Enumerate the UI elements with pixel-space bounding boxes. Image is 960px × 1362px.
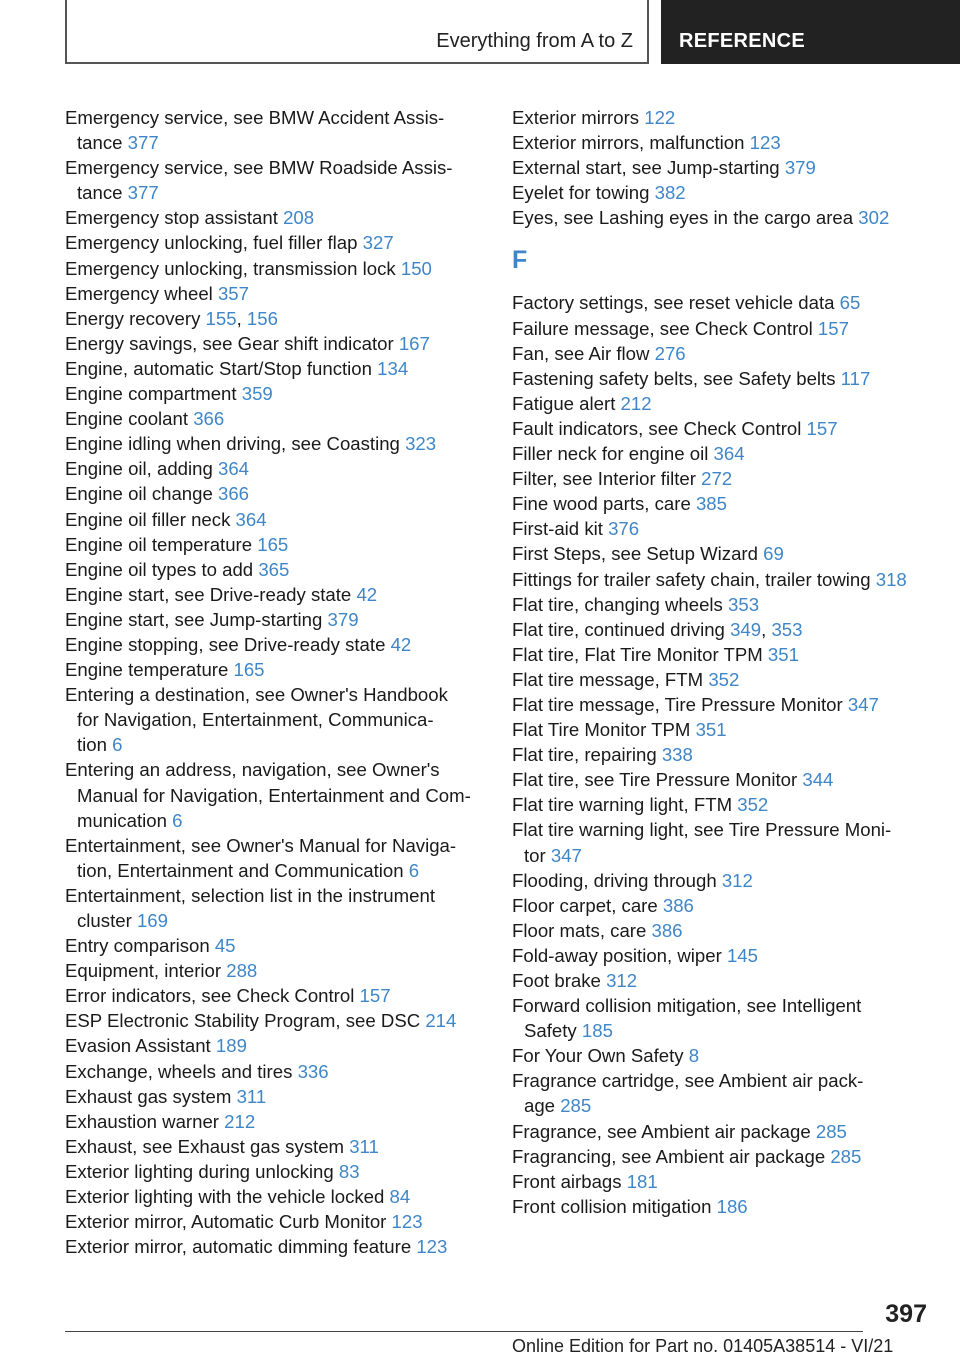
index-entry-text: Exterior lighting during unlocking <box>65 1160 339 1182</box>
page-reference-link[interactable]: 352 <box>708 668 740 690</box>
page-reference-link[interactable]: 344 <box>802 769 834 791</box>
index-entry-text: Flat tire message, Tire Pressure Monitor <box>512 693 848 715</box>
index-entry-text: Engine start, see Drive-ready state <box>65 583 357 605</box>
page-reference-link[interactable]: 311 <box>236 1085 267 1107</box>
index-group-e-continued <box>512 105 932 230</box>
index-entry-text: Engine compartment <box>65 383 242 405</box>
index-entry <box>512 667 932 692</box>
index-entry-text: Evasion Assistant <box>65 1035 216 1057</box>
index-entry <box>512 943 932 968</box>
index-entry <box>65 1234 485 1259</box>
index-entry-text: Flat tire, Flat Tire Monitor TPM <box>512 643 768 665</box>
index-entry <box>512 516 932 541</box>
page-reference-link[interactable]: 212 <box>224 1110 256 1132</box>
page-reference-link[interactable]: 123 <box>749 132 781 154</box>
page-reference-link[interactable]: 84 <box>389 1186 411 1208</box>
index-entry-text: Fragrance, see Ambient air package <box>512 1120 816 1142</box>
index-entry <box>65 281 485 306</box>
page-reference-link[interactable]: 377 <box>127 182 159 204</box>
page-reference-link[interactable]: 338 <box>661 744 693 766</box>
index-entry <box>65 456 485 481</box>
page-reference-link[interactable]: 385 <box>695 493 727 515</box>
page-reference-link[interactable]: 364 <box>218 458 250 480</box>
index-entry <box>512 441 932 466</box>
running-header-chapter <box>661 0 960 64</box>
index-entry-text: Engine coolant <box>65 408 194 430</box>
index-entry-text: Flat tire message, FTM <box>512 668 709 690</box>
index-entry <box>65 256 485 281</box>
index-entry-text: Engine temperature <box>65 659 234 681</box>
page-reference-link[interactable]: 352 <box>737 794 769 816</box>
page-reference-link[interactable]: 366 <box>193 408 225 430</box>
page-reference-link[interactable]: 214 <box>425 1010 457 1032</box>
page-reference-link[interactable]: 357 <box>217 282 249 304</box>
index-entry-text: Engine start, see Jump-starting <box>65 608 328 630</box>
chapter-title: REFERENCE <box>679 30 806 52</box>
index-entry-text: cluster <box>77 910 137 931</box>
page-reference-link[interactable]: 365 <box>258 558 290 580</box>
page-reference-link[interactable]: 169 <box>136 910 168 931</box>
page-reference-link[interactable]: 311 <box>349 1135 379 1157</box>
page-reference-link[interactable]: 155 <box>205 307 237 329</box>
index-entry-text: Fragrance cartridge, see Ambient air pack- <box>512 1070 864 1092</box>
index-entry-text: Fault indicators, see Check Control <box>512 417 807 439</box>
index-entry <box>512 1169 932 1194</box>
index-entry <box>65 230 485 255</box>
page-reference-link[interactable]: 364 <box>713 443 745 465</box>
index-entry <box>512 366 932 391</box>
index-entry-text: Exterior mirror, Automatic Curb Monitor <box>65 1211 392 1233</box>
page-reference-link[interactable]: 285 <box>560 1095 592 1117</box>
page-reference-link[interactable]: 83 <box>338 1160 360 1182</box>
index-entry-text: Emergency stop assistant <box>65 207 284 229</box>
page-reference-link[interactable]: 323 <box>405 433 437 455</box>
index-entry <box>65 607 485 632</box>
index-entry-text: Emergency service, see BMW Accident Assis- <box>65 107 445 128</box>
index-entry <box>65 883 485 933</box>
index-entry-text: Flat tire warning light, FTM <box>512 794 738 816</box>
index-entry-text: tor <box>524 844 551 866</box>
index-entry-text: Engine idling when driving, see Coasting <box>65 433 406 455</box>
index-entry-text: Exhaust gas system <box>65 1085 237 1107</box>
index-entry-text: Front collision mitigation <box>512 1195 717 1217</box>
index-entry-text: Exterior mirrors <box>512 107 645 128</box>
index-entry-text: Fastening safety belts, see Safety belts <box>512 367 841 389</box>
page-reference-link[interactable]: 117 <box>840 367 871 389</box>
index-entry <box>512 1144 932 1169</box>
index-entry-text: tion, Entertainment and Communication <box>77 859 409 881</box>
footer-edition: Online Edition for Part no. 01405A38514 - VI/21 <box>512 1336 894 1356</box>
index-entry-text: munication <box>77 809 173 831</box>
page-reference-link[interactable]: 386 <box>651 919 683 941</box>
page-reference-link[interactable]: 185 <box>581 1020 613 1042</box>
page-reference-link[interactable]: 272 <box>701 468 733 490</box>
index-entry-text: for Navigation, Entertainment, Communica- <box>77 709 434 731</box>
page-reference-link[interactable]: 181 <box>626 1170 658 1192</box>
index-entry <box>512 290 932 315</box>
page-reference-link[interactable]: 212 <box>620 392 652 414</box>
footer-divider <box>65 1331 863 1332</box>
index-entry-text: Fatigue alert <box>512 392 621 414</box>
index-entry-text: tance <box>77 132 128 154</box>
index-entry <box>65 1109 485 1134</box>
index-entry <box>65 833 485 883</box>
page-reference-link[interactable]: 42 <box>390 633 412 655</box>
index-entry-text: Factory settings, see reset vehicle data <box>512 292 840 314</box>
page-reference-link[interactable]: 336 <box>297 1060 329 1082</box>
page-reference-link[interactable]: 156 <box>246 307 278 329</box>
index-entry <box>65 205 485 230</box>
index-entry <box>512 155 932 180</box>
page-reference-link[interactable]: 386 <box>662 894 694 916</box>
index-entry <box>512 993 932 1043</box>
index-entry-text: Flooding, driving through <box>512 869 722 891</box>
index-entry <box>512 642 932 667</box>
index-entry <box>65 958 485 983</box>
index-entry-text: Emergency wheel <box>65 282 218 304</box>
page-reference-link[interactable]: 65 <box>839 292 861 314</box>
index-entry <box>65 933 485 958</box>
index-entry-text: Flat tire, changing wheels <box>512 593 729 615</box>
section-title: Everything from A to Z <box>436 30 633 52</box>
page-reference-link[interactable]: 349 <box>730 618 762 640</box>
index-entry <box>512 1194 932 1219</box>
page-reference-link[interactable]: 189 <box>215 1035 247 1057</box>
page-reference-link[interactable]: 379 <box>327 608 359 630</box>
index-entry <box>65 481 485 506</box>
index-entry-text: Flat Tire Monitor TPM <box>512 719 696 741</box>
index-entry <box>65 431 485 456</box>
index-entry-text: Front airbags <box>512 1170 627 1192</box>
index-entry-text: Engine oil change <box>65 483 218 505</box>
index-entry-text: Forward collision mitigation, see Intelligent <box>512 995 862 1017</box>
page-reference-link[interactable]: 366 <box>218 483 250 505</box>
page-reference-link[interactable]: 157 <box>359 985 391 1007</box>
page-reference-link[interactable]: 312 <box>721 869 753 891</box>
index-entry <box>65 1008 485 1033</box>
index-entry <box>512 391 932 416</box>
index-entry <box>512 205 932 230</box>
index-entry-text: Fold-away position, wiper <box>512 944 727 966</box>
index-entry-text: Emergency service, see BMW Roadside Assis- <box>65 157 453 179</box>
index-entry <box>65 406 485 431</box>
index-entry-text: Entertainment, selection list in the instrument <box>65 884 435 906</box>
index-entry-text: Energy savings, see Gear shift indicator <box>65 332 399 354</box>
index-entry-text: External start, see Jump-starting <box>512 157 785 179</box>
index-entry-text: Fan, see Air flow <box>512 342 655 364</box>
index-entry-text: Entering a destination, see Owner's Handbook <box>65 684 448 706</box>
page-reference-link[interactable]: 6 <box>408 859 420 881</box>
index-entry-text: Exchange, wheels and tires <box>65 1060 298 1082</box>
index-entry <box>65 632 485 657</box>
page-reference-link[interactable]: 45 <box>214 935 236 957</box>
page-reference-link[interactable]: 377 <box>127 132 159 154</box>
index-entry <box>512 316 932 341</box>
index-entry-text: Exterior mirror, automatic dimming feature <box>65 1236 417 1258</box>
index-entry <box>65 532 485 557</box>
index-entry-text: Fittings for trailer safety chain, trailer towing <box>512 568 876 590</box>
index-entry-text: Error indicators, see Check Control <box>65 985 360 1007</box>
page-reference-link[interactable]: 42 <box>356 583 378 605</box>
page-reference-link[interactable]: 353 <box>771 618 803 640</box>
index-entry-text: First-aid kit <box>512 518 609 540</box>
index-entry-text: Engine, automatic Start/Stop function <box>65 357 378 379</box>
page-reference-link[interactable]: 379 <box>784 157 816 179</box>
index-entry-text: age <box>524 1095 561 1117</box>
page-reference-link[interactable]: 351 <box>695 719 727 741</box>
index-entry <box>512 416 932 441</box>
index-entry <box>512 567 932 592</box>
page-reference-link[interactable]: 347 <box>550 844 582 866</box>
index-entry-text: Failure message, see Check Control <box>512 317 818 339</box>
index-entry-text: tion <box>77 734 113 756</box>
index-entry <box>65 1084 485 1109</box>
page-reference-link[interactable]: 145 <box>726 944 758 966</box>
page-reference-link[interactable]: 6 <box>172 809 183 831</box>
index-entry-text: Foot brake <box>512 970 607 991</box>
page-reference-link[interactable]: 364 <box>235 508 267 530</box>
index-entry-text: Safety <box>524 1020 582 1042</box>
index-entry-text: Engine stopping, see Drive-ready state <box>65 633 391 655</box>
page-reference-link[interactable]: 351 <box>767 643 799 665</box>
index-entry-text: Exterior mirrors, malfunction <box>512 132 750 154</box>
page-reference-link[interactable]: 165 <box>257 533 289 555</box>
page-reference-link[interactable]: 165 <box>233 659 265 681</box>
index-entry <box>65 381 485 406</box>
index-entry <box>512 868 932 893</box>
index-entry-text: Entry comparison <box>65 935 215 957</box>
index-column-right <box>512 105 932 1219</box>
page-reference-link[interactable]: 327 <box>362 232 394 254</box>
index-entry <box>512 893 932 918</box>
index-entry <box>65 657 485 682</box>
index-entry-text: Floor mats, care <box>512 919 652 941</box>
index-entry-text: ESP Electronic Stability Program, see DSC <box>65 1010 426 1032</box>
index-entry-text: Engine oil types to add <box>65 558 259 580</box>
index-entry-text: Engine oil filler neck <box>65 508 236 530</box>
index-entry-text: Fragrancing, see Ambient air package <box>512 1145 831 1167</box>
index-entry-text: For Your Own Safety <box>512 1045 689 1067</box>
index-entry-text: Filter, see Interior filter <box>512 468 702 490</box>
page-reference-link[interactable]: 134 <box>377 357 409 379</box>
index-entry <box>65 1184 485 1209</box>
index-entry <box>512 918 932 943</box>
index-entry-text: Flat tire, continued driving <box>512 618 731 640</box>
index-entry <box>512 592 932 617</box>
index-entry-text: Flat tire, see Tire Pressure Monitor <box>512 769 803 791</box>
index-entry-text: Equipment, interior <box>65 960 227 982</box>
index-entry-text: Exhaustion warner <box>65 1110 225 1132</box>
index-entry <box>65 1059 485 1084</box>
index-entry <box>65 582 485 607</box>
running-header-section <box>65 0 649 64</box>
index-entry <box>512 792 932 817</box>
index-entry-text: Floor carpet, care <box>512 894 663 916</box>
index-entry <box>65 507 485 532</box>
index-entry <box>65 331 485 356</box>
page-reference-link[interactable]: 123 <box>416 1236 448 1258</box>
page-reference-link[interactable]: 276 <box>654 342 686 364</box>
index-entry <box>512 541 932 566</box>
index-entry-text: Fine wood parts, care <box>512 493 696 515</box>
page-reference-link[interactable]: 347 <box>847 693 879 715</box>
page-reference-link[interactable]: 167 <box>398 332 430 354</box>
index-entry-text: Entertainment, see Owner's Manual for Naviga- <box>65 834 457 856</box>
index-entry <box>512 466 932 491</box>
index-entry-text: tance <box>77 182 128 204</box>
page-reference-link[interactable]: 312 <box>606 970 638 991</box>
page-reference-link[interactable]: 302 <box>858 207 890 229</box>
index-entry <box>512 491 932 516</box>
page-reference-link[interactable]: 8 <box>688 1045 700 1067</box>
page-reference-link[interactable]: 69 <box>763 543 784 565</box>
page-reference-link[interactable]: 122 <box>644 107 676 128</box>
page-reference-link[interactable]: 157 <box>806 417 838 439</box>
index-entry <box>512 742 932 767</box>
page-reference-link[interactable]: 6 <box>112 734 123 756</box>
index-entry-text: Engine oil, adding <box>65 458 218 480</box>
index-entry <box>512 341 932 366</box>
index-entry <box>65 356 485 381</box>
index-entry <box>512 105 932 130</box>
page-reference-link[interactable]: 150 <box>400 257 432 279</box>
index-entry-text: Flat tire warning light, see Tire Pressure Moni- <box>512 819 892 841</box>
index-entry <box>512 1043 932 1068</box>
index-entry: Flat tire, continued driving 349, 353 <box>512 618 803 640</box>
index-entry-text: Emergency unlocking, transmission lock <box>65 257 401 279</box>
index-entry-text: Filler neck for engine oil <box>512 443 714 465</box>
index-entry <box>65 1209 485 1234</box>
index-entry <box>512 968 932 993</box>
page-reference-link[interactable]: 208 <box>283 207 315 229</box>
page-reference-link[interactable]: 123 <box>391 1211 423 1233</box>
page-reference-link[interactable]: 376 <box>608 518 640 540</box>
index-entry-text: Exterior lighting with the vehicle locked <box>65 1186 390 1208</box>
index-entry <box>512 767 932 792</box>
index-entry: Energy recovery 155, 156 <box>65 307 278 329</box>
index-entry-text: Eyelet for towing <box>512 182 655 204</box>
page-reference-link[interactable]: 359 <box>241 383 273 405</box>
index-entry <box>65 105 485 155</box>
index-entry <box>65 983 485 1008</box>
index-entry-text: Emergency unlocking, fuel filler flap <box>65 232 363 254</box>
page-reference-link[interactable]: 285 <box>815 1120 847 1142</box>
page-reference-link[interactable]: 382 <box>654 182 686 204</box>
index-entry-text: Entering an address, navigation, see Owner's <box>65 759 440 781</box>
page-reference-link[interactable]: 157 <box>817 317 849 339</box>
index-entry <box>65 682 485 757</box>
index-entry <box>65 155 485 205</box>
index-column-left <box>65 105 485 1259</box>
index-group-f <box>512 290 932 1218</box>
index-entry <box>512 130 932 155</box>
index-entry <box>512 817 932 867</box>
page-reference-link[interactable]: 186 <box>716 1195 748 1217</box>
index-entry-text: Energy recovery <box>65 307 206 329</box>
page-reference-link[interactable]: 288 <box>226 960 258 982</box>
index-entry <box>512 1068 932 1118</box>
index-entry <box>512 180 932 205</box>
index-entry-text: First Steps, see Setup Wizard <box>512 543 764 565</box>
page-reference-link[interactable]: 353 <box>728 593 760 615</box>
section-letter: F <box>512 246 528 275</box>
page-reference-link[interactable]: 285 <box>830 1145 862 1167</box>
page-reference-link[interactable]: 318 <box>875 568 907 590</box>
index-entry <box>65 1159 485 1184</box>
index-entry <box>65 757 485 832</box>
index-entry <box>512 692 932 717</box>
index-entry-text: Exhaust, see Exhaust gas system <box>65 1135 350 1157</box>
index-entry <box>65 1134 485 1159</box>
index-entry-text: Flat tire, repairing <box>512 744 662 766</box>
index-entry <box>65 557 485 582</box>
index-entry <box>512 1119 932 1144</box>
index-entry-text: Eyes, see Lashing eyes in the cargo area <box>512 207 859 229</box>
page-number: 397 <box>885 1300 927 1328</box>
index-entry <box>512 717 932 742</box>
index-entry <box>65 1033 485 1058</box>
index-entry-text: Manual for Navigation, Entertainment and Com- <box>77 784 471 806</box>
index-entry-text: Engine oil temperature <box>65 533 258 555</box>
